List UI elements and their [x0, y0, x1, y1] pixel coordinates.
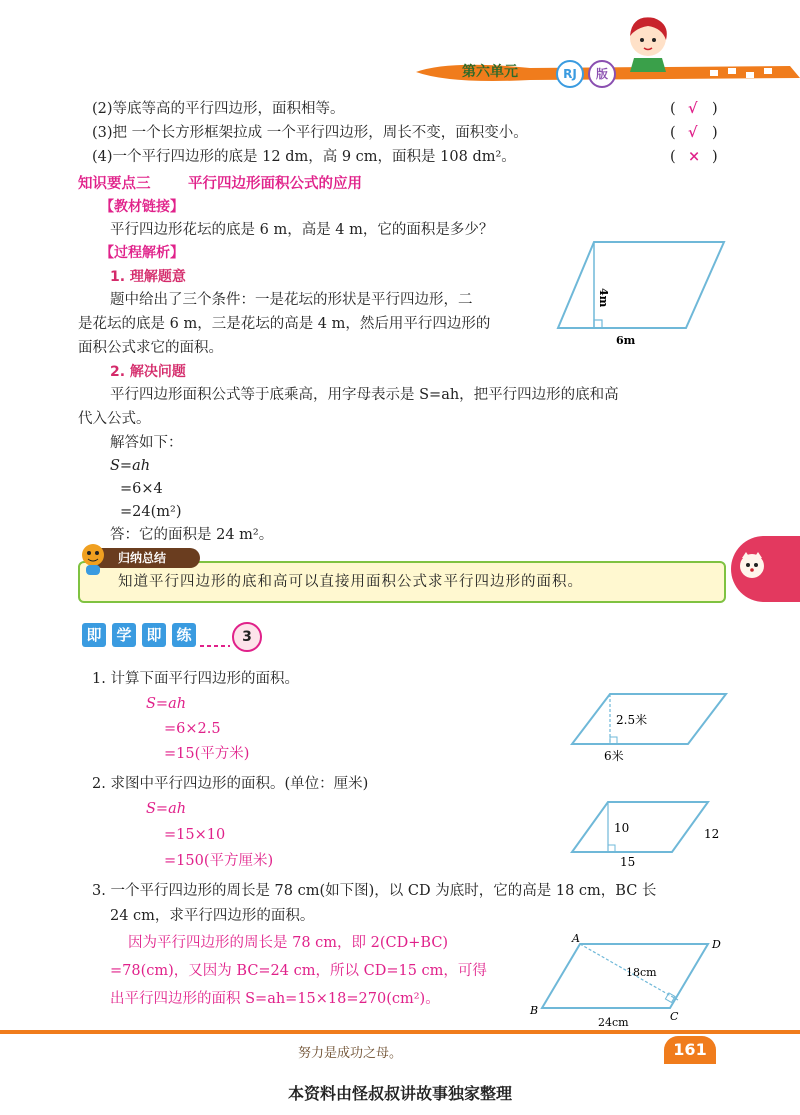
step1-heading: 1. 理解题意 — [110, 269, 186, 285]
fox-face-icon — [736, 550, 768, 582]
parallelogram-figure-q1 — [570, 690, 730, 764]
judge-close-paren: ) — [712, 101, 718, 117]
textbook-link-tag: 【教材链接】 — [100, 199, 184, 215]
girl-mascot-icon — [618, 10, 678, 72]
judge-answer-check: √ — [688, 100, 698, 117]
q3-vertex-a: A — [572, 932, 580, 945]
q2-answer-line: =15×10 — [164, 827, 226, 843]
judge-answer-check: √ — [688, 124, 698, 141]
judge-item-3: (3)把 一个长方形框架拉成 一个平行四边形，周长不变，面积变小。 — [92, 125, 528, 141]
judge-open-paren: ( — [670, 101, 676, 117]
step2-line: 代入公式。 — [78, 411, 151, 427]
fig1-base-label: 6m — [616, 334, 636, 347]
calc-line: =6×4 — [120, 481, 163, 497]
fig1-height-label: 4m — [597, 288, 610, 308]
calc-line: S=ah — [110, 458, 151, 474]
badge-rj: RJ — [556, 60, 584, 88]
parallelogram-figure-q2 — [568, 796, 728, 870]
q1-answer-line: =15(平方米) — [164, 746, 250, 762]
practice-title — [82, 623, 202, 647]
q2-height-label: 10 — [614, 821, 630, 835]
judge-answer-cross: × — [688, 148, 701, 165]
practice-title-char: 练 — [172, 623, 196, 647]
q3-answer-line: =78(cm)，又因为 BC=24 cm，所以 CD=15 cm，可得 — [110, 963, 487, 979]
q3-answer-line: 因为平行四边形的周长是 78 cm，即 2(CD+BC) — [128, 935, 449, 951]
answer-line: 答：它的面积是 24 m²。 — [110, 527, 274, 543]
q3-answer-line: 出平行四边形的面积 S=ah=15×18=270(cm²)。 — [110, 991, 440, 1007]
q2-answer-line: =150(平方厘米) — [164, 853, 274, 869]
q2-base-label: 15 — [620, 855, 636, 869]
judge-close-paren: ) — [712, 149, 718, 165]
footer-bar — [0, 1030, 800, 1034]
practice-title-char: 即 — [142, 623, 166, 647]
step2-line: 平行四边形面积公式等于底乘高，用字母表示是 S=ah，把平行四边形的底和高 — [110, 387, 619, 403]
judge-item-4: (4)一个平行四边形的底是 12 dm，高 9 cm，面积是 108 dm²。 — [92, 149, 516, 165]
unit-title: 第六单元 — [462, 64, 518, 80]
step2-heading: 2. 解决问题 — [110, 364, 186, 380]
practice-title-char: 即 — [82, 623, 106, 647]
q3-vertex-b: B — [530, 1004, 539, 1017]
knowledge-point-label: 知识要点三 — [78, 176, 151, 192]
parallelogram-figure-q3 — [528, 930, 728, 1030]
step1-line: 是花坛的底是 6 m，三是花坛的高是 4 m，然后用平行四边形的 — [78, 316, 491, 332]
parallelogram-figure-1 — [556, 236, 732, 348]
q2-text: 2. 求图中平行四边形的面积。(单位：厘米) — [92, 776, 369, 792]
judge-close-paren: ) — [712, 125, 718, 141]
q1-text: 1. 计算下面平行四边形的面积。 — [92, 671, 299, 687]
calc-line: =24(m²) — [120, 504, 182, 520]
q3-base-label: 24cm — [598, 1016, 629, 1029]
q3-vertex-d: D — [712, 938, 721, 951]
step1-line: 面积公式求它的面积。 — [78, 340, 223, 356]
credit-line: 本资料由怪叔叔讲故事独家整理 — [287, 1084, 512, 1103]
judge-open-paren: ( — [670, 125, 676, 141]
practice-title-char: 学 — [112, 623, 136, 647]
summary-tag: 归纳总结 — [92, 548, 200, 568]
knowledge-point-title: 平行四边形面积公式的应用 — [188, 176, 362, 192]
judge-item-2: (2)等底等高的平行四边形，面积相等。 — [92, 101, 345, 117]
textbook-question: 平行四边形花坛的底是 6 m，高是 4 m，它的面积是多少？ — [110, 222, 494, 238]
page-number: 161 — [664, 1036, 716, 1064]
solve-label: 解答如下： — [110, 435, 183, 451]
q1-answer-line: =6×2.5 — [164, 721, 221, 737]
q3-height-label: 18cm — [626, 966, 657, 979]
practice-number: 3 — [232, 622, 262, 652]
q3-text: 24 cm，求平行四边形的面积。 — [110, 908, 315, 924]
q3-text: 3. 一个平行四边形的周长是 78 cm(如下图)，以 CD 为底时，它的高是 18 cm，BC 长 — [92, 883, 657, 899]
badge-ban: 版 — [588, 60, 616, 88]
q1-base-label: 6米 — [604, 749, 624, 763]
q2-answer-line: S=ah — [146, 801, 187, 817]
q1-height-label: 2.5米 — [616, 713, 648, 727]
mascot-icon — [78, 542, 108, 576]
q1-answer-line: S=ah — [146, 696, 187, 712]
summary-text: 知道平行四边形的底和高可以直接用面积公式求平行四边形的面积。 — [118, 574, 583, 590]
analysis-tag: 【过程解析】 — [100, 245, 184, 261]
judge-open-paren: ( — [670, 149, 676, 165]
q2-side-label: 12 — [704, 827, 720, 841]
q3-vertex-c: C — [670, 1010, 679, 1023]
step1-line: 题中给出了三个条件：一是花坛的形状是平行四边形，二 — [110, 292, 473, 308]
footer-motto: 努力是成功之母。 — [298, 1046, 403, 1061]
